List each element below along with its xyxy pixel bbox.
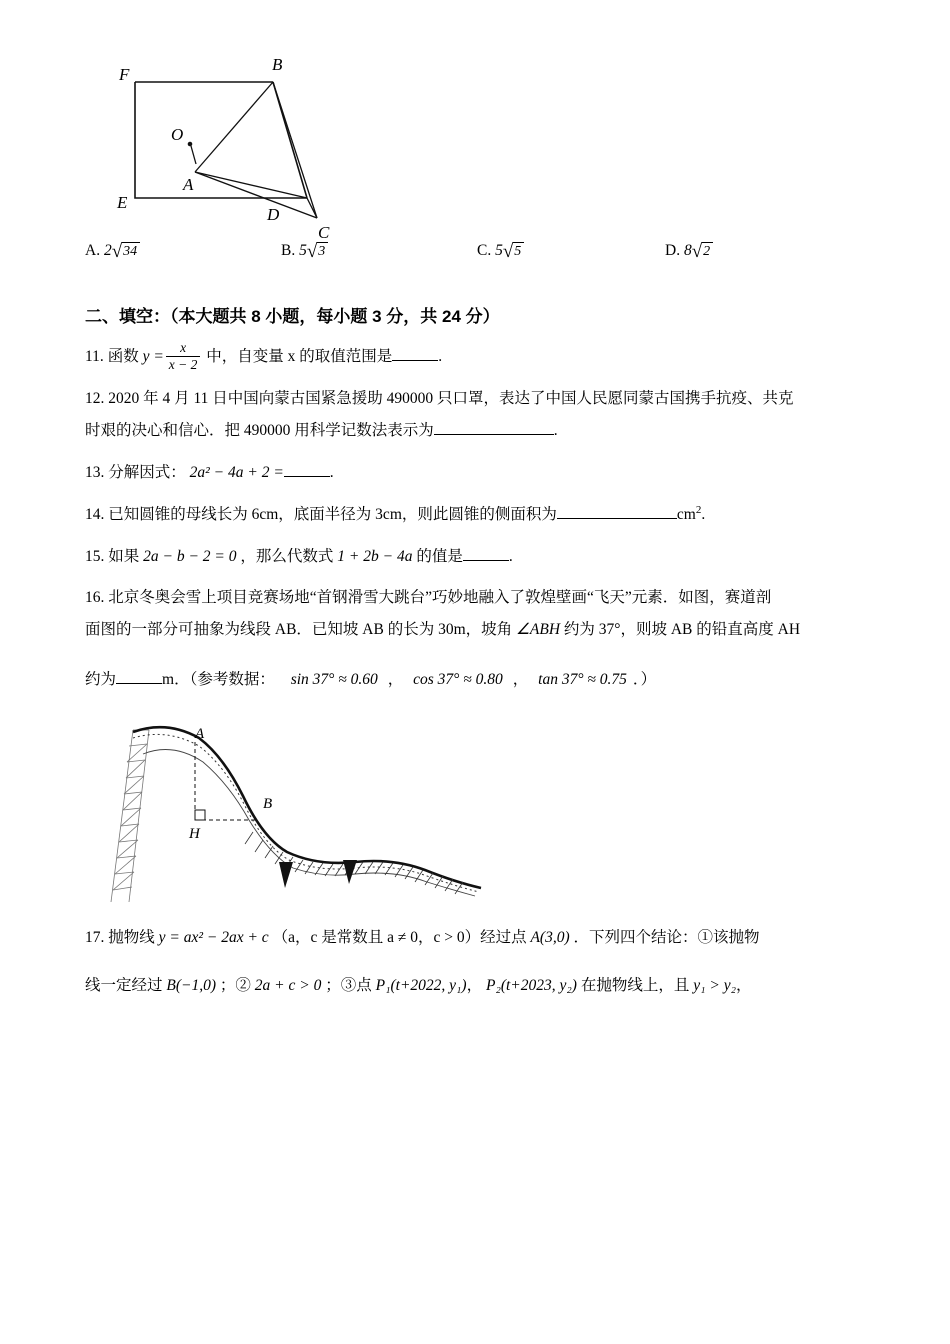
question-16-line2-text-b: 约为 37°，则坡 AB 的铅直高度 AH (563, 621, 801, 639)
question-11-text-before: 函数 (107, 348, 139, 365)
question-16-line3: 约为 m．（参考数据： sin 37° ≈ 0.60 ， cos 37° ≈ 0.80 ， tan 37° ≈ 0.75 ．） (85, 670, 657, 688)
question-16-line1 (85, 582, 875, 614)
question-12-line2-text: 时艰的决心和信心．把 490000 用科学记数法表示为 (85, 422, 434, 440)
question-16-ref-sin: sin 37° ≈ 0.60 (290, 670, 378, 688)
figure-ski-jump (103, 712, 523, 912)
choice-b-radicand: 3 (317, 242, 328, 261)
svg-text:E: E (117, 193, 128, 212)
question-16-number: 16. (85, 589, 105, 607)
question-16-line3-tail: ．） (632, 670, 657, 688)
question-13-label: 分解因式： (108, 463, 186, 481)
question-16-ref-cos: cos 37° ≈ 0.80 (413, 670, 503, 688)
question-17-inequality: y₁ > y₂ (693, 976, 736, 994)
svg-text:H: H (189, 825, 200, 842)
question-13 (85, 457, 875, 489)
figure-quadrilateral-svg (95, 40, 455, 240)
question-17-point-p2: P₂(t+2023, y₂) (485, 976, 577, 994)
question-17-line2-text-a: 线一定经过 (85, 976, 163, 994)
question-16-line2 (85, 614, 875, 646)
question-17-line1-text-a: 抛物线 (108, 928, 155, 946)
question-15 (85, 541, 875, 573)
question-12-number: 12. (85, 390, 105, 408)
question-11-number: 11. (85, 348, 104, 365)
question-15-formula-a: 2a − b − 2 = 0 (143, 547, 237, 565)
question-12-answer-blank[interactable] (434, 434, 554, 435)
question-17-point-b: B(−1,0) (166, 976, 217, 994)
question-15-formula-b: 1 + 2b − 4a (337, 547, 413, 565)
question-14 (85, 499, 875, 531)
choice-c[interactable] (477, 240, 524, 261)
figure-quadrilateral (95, 40, 455, 240)
question-17-line1 (85, 922, 875, 954)
question-12-line1 (85, 383, 875, 415)
question-16-answer-blank[interactable] (116, 683, 162, 684)
question-12-line1-text: 2020 年 4 月 11 日中国向蒙古国紧急援助 490000 只口罩，表达了中国人民愿同蒙古国携手抗疫、共克 (108, 390, 794, 408)
radical-sign-icon: √ (111, 241, 123, 262)
question-16-angle: ∠ABH (516, 621, 561, 639)
question-17-line2: 线一定经过 B(−1,0) ；② 2a + c > 0 ；③点 P₁(t+2022, y₁)， P₂(t+2023, y₂) 在抛物线上，且 y₁ > y₂， (85, 976, 752, 994)
question-16-line1-text: 北京冬奥会雪上项目竞赛场地“首钢滑雪大跳台”巧妙地融入了敦煌壁画“飞天”元素．如图，赛道剖 (108, 589, 772, 607)
choice-d-coef: 8 (683, 242, 692, 259)
question-16-line3-text-a: 约为 (85, 670, 117, 688)
question-17-formula: y = ax² − 2ax + c (158, 928, 269, 946)
question-12-tail: . (553, 422, 558, 440)
choice-a[interactable] (85, 240, 140, 261)
fraction-denominator: x − 2 (166, 356, 201, 373)
svg-text:A: A (195, 725, 205, 742)
svg-text:D: D (267, 205, 280, 224)
question-14-unit: cm (676, 505, 696, 523)
question-11 (85, 341, 875, 373)
question-13-number: 13. (85, 463, 105, 481)
question-11-answer-blank[interactable] (392, 360, 438, 361)
question-11-formula-lead: y = (142, 348, 164, 365)
choice-c-coef: 5 (495, 242, 503, 259)
question-13-answer-blank[interactable] (284, 476, 330, 477)
question-15-number: 15. (85, 547, 105, 565)
radical-sign-icon: √ (306, 241, 318, 262)
question-17-line1-text-c: ．下列四个结论：①该抛物 (573, 928, 760, 946)
question-15-text-b: ，那么代数式 (240, 547, 334, 565)
choice-d-key: D. (665, 242, 681, 259)
question-17-line2-text-b: ；② (219, 976, 251, 994)
question-16-line3-unit: m．（参考数据： (162, 670, 275, 688)
question-15-text-a: 如果 (108, 547, 140, 565)
question-17-point-p1: P₁(t+2022, y₁) (375, 976, 467, 994)
question-16 (85, 582, 875, 695)
choice-b[interactable] (281, 240, 328, 261)
question-15-text-c: 的值是 (416, 547, 463, 565)
answer-choices-row (85, 240, 875, 286)
question-17-number: 17. (85, 928, 105, 946)
choice-a-radicand: 34 (122, 242, 140, 261)
question-17-line2-tail: ， (735, 976, 752, 994)
figure-ski-jump-svg (103, 712, 523, 912)
svg-text:B: B (263, 795, 273, 812)
choice-c-key: C. (477, 242, 492, 259)
question-11-fraction (166, 340, 201, 372)
choice-c-radicand: 5 (513, 242, 524, 261)
question-12-line2 (85, 415, 875, 447)
choice-a-key: A. (85, 242, 101, 259)
svg-text:A: A (183, 175, 194, 194)
svg-text:F: F (119, 65, 130, 84)
question-14-unit-exponent: 2 (695, 503, 702, 516)
radical-sign-icon: √ (691, 241, 703, 262)
section-heading: 二、填空：（本大题共 8 小题，每小题 3 分，共 24 分） (85, 307, 500, 326)
question-11-text-after: 中，自变量 x 的取值范围是 (206, 348, 393, 365)
question-17 (85, 922, 875, 1002)
question-13-formula: 2a² − 4a + 2 = (189, 463, 284, 481)
fraction-numerator: x (180, 340, 187, 356)
question-17-formula-2: 2a + c > 0 (254, 976, 322, 994)
question-17-line1-text-b: （a，c 是常数且 a ≠ 0，c > 0）经过点 (272, 928, 527, 946)
question-14-text: 已知圆锥的母线长为 6cm，底面半径为 3cm，则此圆锥的侧面积为 (108, 505, 557, 523)
question-14-number: 14. (85, 505, 105, 523)
question-14-answer-blank[interactable] (557, 518, 677, 519)
choice-d-radicand: 2 (702, 242, 713, 261)
question-17-line2-text-c: ；③点 (325, 976, 372, 994)
question-15-answer-blank[interactable] (463, 560, 509, 561)
svg-text:C: C (318, 223, 330, 240)
question-15-tail: . (508, 547, 513, 565)
question-16-line2-text-a: 面图的一部分可抽象为线段 AB．已知坡 AB 的长为 30m，坡角 (85, 621, 513, 639)
svg-text:O: O (171, 125, 184, 144)
choice-a-coef: 2 (103, 242, 112, 259)
question-17-point-a: A(3,0) (530, 928, 570, 946)
choice-b-coef: 5 (299, 242, 307, 259)
question-11-tail: . (438, 348, 443, 365)
question-17-line2-text-d: 在抛物线上，且 (580, 976, 690, 994)
page-content (85, 40, 875, 1005)
choice-b-key: B. (281, 242, 296, 259)
question-12 (85, 383, 875, 447)
question-13-tail: . (329, 463, 334, 481)
radical-sign-icon: √ (502, 241, 514, 262)
choice-d[interactable] (665, 240, 713, 261)
svg-text:B: B (272, 55, 283, 74)
question-14-tail: . (701, 505, 706, 523)
question-16-ref-tan: tan 37° ≈ 0.75 (538, 670, 627, 688)
